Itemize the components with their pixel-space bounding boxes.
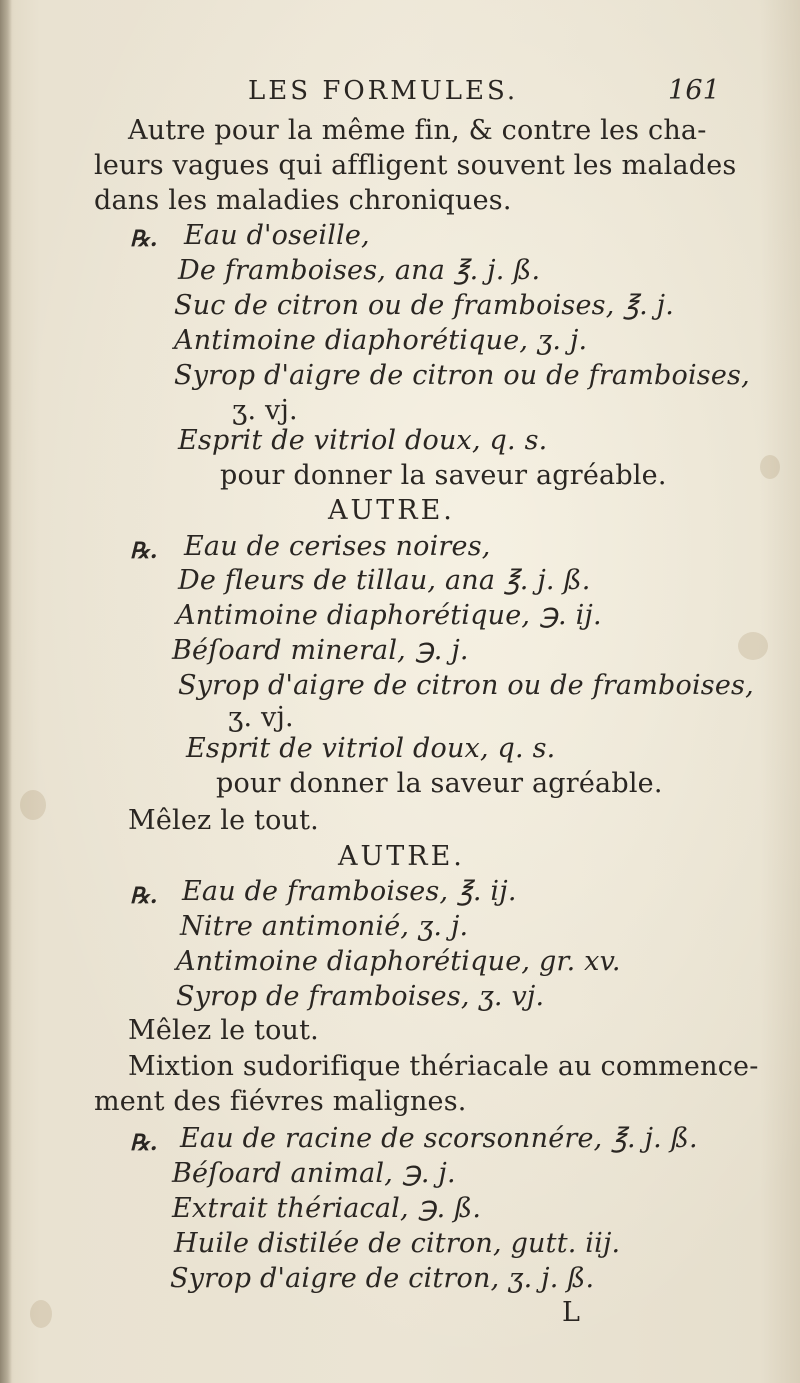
- ingredient-line: Antimoine diaphorétique, ℈. ij.: [176, 600, 602, 631]
- text-line: leurs vagues qui affligent souvent les malades: [94, 150, 737, 181]
- ingredient-line: Esprit de vitriol doux, q. s.: [178, 425, 548, 456]
- ingredient-line: Antimoine diaphorétique, ʒ. j.: [174, 325, 588, 356]
- section-heading: AUTRE.: [328, 495, 455, 526]
- ingredient-line: De framboises, ana ℥. j. ß.: [178, 255, 541, 286]
- ingredient-line: Eau d'oseille,: [184, 220, 370, 251]
- text-line: Autre pour la même fin, & contre les cha-: [128, 115, 707, 146]
- text-line: Mêlez le tout.: [128, 1015, 319, 1046]
- ingredient-line: Syrop d'aigre de citron, ʒ. j. ß.: [170, 1263, 595, 1294]
- text-line: Mêlez le tout.: [128, 805, 319, 836]
- ingredient-line: Antimoine diaphorétique, gr. xv.: [176, 946, 621, 977]
- text-line: pour donner la saveur agréable.: [216, 768, 663, 799]
- ingredient-line: Eau de framboises, ℥. ij.: [182, 876, 517, 907]
- ingredient-line: Béſoard animal, ℈. j.: [172, 1158, 456, 1189]
- text-line: ment des fiévres malignes.: [94, 1086, 467, 1117]
- ingredient-line: Extrait thériacal, ℈. ß.: [172, 1193, 482, 1224]
- ingredient-line: Nitre antimonié, ʒ. j.: [180, 911, 469, 942]
- ingredient-line: ʒ. vj.: [232, 395, 298, 426]
- ingredient-line: Huile distilée de citron, gutt. iij.: [174, 1228, 621, 1259]
- recipe-mark: ℞.: [130, 538, 158, 564]
- signature-mark: L: [562, 1297, 581, 1328]
- recipe-mark: ℞.: [130, 1130, 158, 1156]
- ingredient-line: Suc de citron ou de framboises, ℥. j.: [174, 290, 674, 321]
- text-line: pour donner la saveur agréable.: [220, 460, 667, 491]
- ingredient-line: Syrop de framboises, ʒ. vj.: [176, 981, 545, 1012]
- text-line: Mixtion sudorifique thériacale au commence-: [128, 1051, 759, 1082]
- foxing-spot: [20, 790, 46, 820]
- ingredient-line: De fleurs de tillau, ana ℥. j. ß.: [178, 565, 591, 596]
- recipe-mark: ℞.: [130, 226, 158, 252]
- page-number: 161: [668, 75, 721, 106]
- foxing-spot: [760, 455, 780, 479]
- foxing-spot: [30, 1300, 52, 1328]
- ingredient-line: ʒ. vj.: [228, 702, 294, 733]
- section-heading: AUTRE.: [338, 841, 465, 872]
- ingredient-line: Eau de cerises noires,: [184, 531, 491, 562]
- running-title: LES FORMULES.: [248, 76, 519, 106]
- text-line: dans les maladies chroniques.: [94, 185, 512, 216]
- ingredient-line: Syrop d'aigre de citron ou de framboises,: [174, 360, 750, 391]
- ingredient-line: Syrop d'aigre de citron ou de framboises,: [178, 670, 754, 701]
- ingredient-line: Eau de racine de scorsonnére, ℥. j. ß.: [180, 1123, 698, 1154]
- recipe-mark: ℞.: [130, 883, 158, 909]
- foxing-spot: [738, 632, 768, 660]
- ingredient-line: Béſoard mineral, ℈. j.: [172, 635, 469, 666]
- ingredient-line: Esprit de vitriol doux, q. s.: [186, 733, 556, 764]
- page-gutter-shadow: [0, 0, 12, 1383]
